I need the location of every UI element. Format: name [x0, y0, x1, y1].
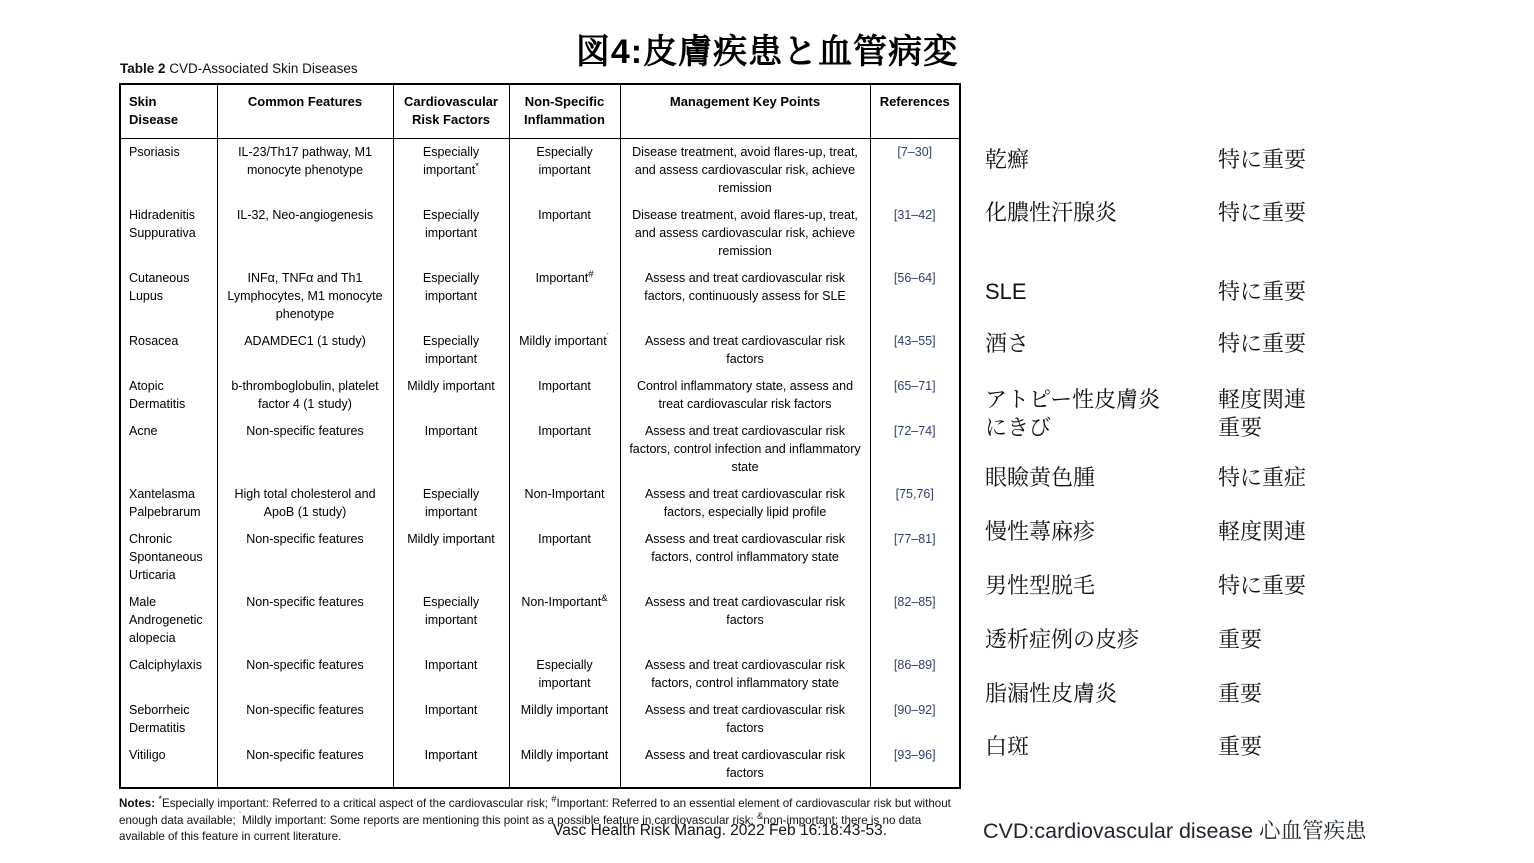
table-row: [120, 526, 960, 589]
cell-risk: [393, 139, 509, 203]
cell-management: Assess and treat cardiovascular risk factors, continuously assess for SLE: [620, 265, 870, 328]
note-marker: ˙: [238, 810, 243, 822]
cell-inflammation: [509, 202, 620, 265]
cell-disease: Acne: [129, 424, 158, 438]
table-row: [120, 418, 960, 481]
annotation-importance-jp: 重要: [1218, 734, 1263, 759]
col-header-common-features: Common Features: [217, 84, 393, 139]
annotation-importance-jp: 特に重要: [1218, 331, 1307, 356]
notes-label: Notes:: [119, 797, 156, 810]
table-row: [120, 265, 960, 328]
risk-text: Especially important: [422, 595, 480, 627]
inflammation-text: Mildly important: [519, 334, 607, 348]
cell-disease: Psoriasis: [129, 145, 180, 159]
annotation-importance-jp: 特に重要: [1218, 147, 1307, 172]
cvd-abbreviation-note: CVD:cardiovascular disease 心血管疾患: [983, 819, 1367, 843]
table-row: [120, 589, 960, 652]
annotation-row: [985, 414, 1262, 442]
inflammation-text: Non-Important: [524, 487, 605, 501]
cell-inflammation: [509, 697, 620, 742]
cell-references: [31–42]: [870, 202, 960, 265]
cell-features: IL-23/Th17 pathway, M1 monocyte phenotype: [217, 139, 393, 203]
cell-inflammation: [509, 139, 620, 203]
col-header-references: References: [870, 84, 960, 139]
cell-risk: [393, 526, 509, 589]
risk-text: Mildly important: [407, 532, 495, 546]
cell-disease: Seborrheic Dermatitis: [129, 703, 190, 735]
cell-features: b-thromboglobulin, platelet factor 4 (1 study): [217, 373, 393, 418]
cell-risk: [393, 652, 509, 697]
risk-text: Especially important: [422, 145, 480, 177]
cell-features: Non-specific features: [217, 742, 393, 788]
annotation-row: [985, 386, 1306, 414]
annotation-importance-jp: 重要: [1218, 681, 1263, 706]
cell-inflammation: [509, 373, 620, 418]
cell-features: ADAMDEC1 (1 study): [217, 328, 393, 373]
note-marker: #: [551, 794, 557, 806]
annotation-row: [985, 572, 1306, 600]
table-row: [120, 328, 960, 373]
annotation-row: [985, 278, 1306, 306]
cell-risk: [393, 418, 509, 481]
inflammation-text: Non-Important: [521, 595, 602, 609]
cell-management: Disease treatment, avoid flares-up, treat, and assess cardiovascular risk, achieve remission: [620, 202, 870, 265]
cell-features: Non-specific features: [217, 418, 393, 481]
risk-text: Mildly important: [407, 379, 495, 393]
annotation-row: [985, 464, 1306, 492]
cell-management: Assess and treat cardiovascular risk factors, control inflammatory state: [620, 526, 870, 589]
cell-risk: [393, 742, 509, 788]
cell-risk: [393, 481, 509, 526]
cell-references: [56–64]: [870, 265, 960, 328]
inflammation-text: Mildly important: [520, 748, 609, 762]
inflammation-text: Especially important: [536, 145, 593, 177]
cell-management: Assess and treat cardiovascular risk factors: [620, 328, 870, 373]
annotation-row: [985, 733, 1262, 761]
cell-risk: [393, 202, 509, 265]
inflammation-text: Important: [538, 424, 591, 438]
cell-features: IL-32, Neo-angiogenesis: [217, 202, 393, 265]
annotation-row: [985, 680, 1262, 708]
cell-disease: Xantelasma Palpebrarum: [129, 487, 201, 519]
annotation-row: [985, 518, 1306, 546]
annotation-disease-jp: アトピー性皮膚炎: [985, 387, 1161, 412]
note-marker: &: [756, 810, 764, 822]
cell-features: Non-specific features: [217, 526, 393, 589]
annotation-disease-jp: 慢性蕁麻疹: [985, 519, 1096, 544]
cell-management: Assess and treat cardiovascular risk factors, control infection and inflammatory state: [620, 418, 870, 481]
journal-citation: Vasc Health Risk Manag. 2022 Feb 16:18:43-53.: [553, 822, 888, 839]
inflammation-text: Important: [535, 271, 589, 285]
table-caption-number: Table 2: [120, 61, 166, 76]
risk-text: Important: [424, 748, 478, 762]
cell-inflammation: [509, 742, 620, 788]
risk-text: Especially important: [422, 334, 480, 366]
annotation-disease-jp: SLE: [985, 279, 1027, 304]
cell-disease: Male Androgenetic alopecia: [129, 595, 203, 645]
cell-references: [90–92]: [870, 697, 960, 742]
annotation-disease-jp: 酒さ: [985, 331, 1030, 356]
annotation-disease-jp: 男性型脱毛: [985, 573, 1096, 598]
annotation-importance-jp: 特に重要: [1218, 573, 1307, 598]
col-header-skin-disease: Skin Disease: [120, 84, 217, 139]
cell-references: [82–85]: [870, 589, 960, 652]
cell-references: [77–81]: [870, 526, 960, 589]
risk-marker: *: [475, 160, 479, 172]
inflammation-text: Important: [538, 379, 591, 393]
annotation-row: [985, 199, 1306, 227]
inflammation-marker: &: [601, 592, 608, 604]
cell-management: Assess and treat cardiovascular risk factors: [620, 589, 870, 652]
annotation-importance-jp: 重要: [1218, 627, 1263, 652]
cell-inflammation: [509, 418, 620, 481]
table-row: [120, 202, 960, 265]
cell-inflammation: [509, 589, 620, 652]
table-row: [120, 697, 960, 742]
cell-references: [43–55]: [870, 328, 960, 373]
cell-features: INFα, TNFα and Th1 Lymphocytes, M1 monocyte phenotype: [217, 265, 393, 328]
annotation-disease-jp: 脂漏性皮膚炎: [985, 681, 1118, 706]
inflammation-text: Important: [538, 532, 591, 546]
table-caption-text: CVD-Associated Skin Diseases: [169, 61, 358, 76]
risk-text: Important: [424, 424, 478, 438]
cell-features: Non-specific features: [217, 652, 393, 697]
inflammation-text: Important: [538, 208, 591, 222]
table-row: [120, 481, 960, 526]
table-row: [120, 373, 960, 418]
cell-risk: [393, 328, 509, 373]
annotation-row: [985, 330, 1306, 358]
inflammation-marker: ˙: [606, 331, 610, 343]
col-header-inflammation: Non-Specific Inflammation: [509, 84, 620, 139]
annotation-importance-jp: 軽度関連: [1218, 519, 1307, 544]
cell-disease: Vitiligo: [129, 748, 166, 762]
note-text: Important: Referred to an essential element of cardiovascular risk but without enough data available;: [119, 797, 951, 827]
annotation-importance-jp: 軽度関連: [1218, 387, 1307, 412]
inflammation-text: Especially important: [536, 658, 593, 690]
risk-text: Important: [424, 658, 478, 672]
cell-inflammation: [509, 652, 620, 697]
cell-features: Non-specific features: [217, 589, 393, 652]
cell-risk: [393, 589, 509, 652]
cell-references: [72–74]: [870, 418, 960, 481]
cell-risk: [393, 265, 509, 328]
col-header-management: Management Key Points: [620, 84, 870, 139]
table-block: [119, 61, 960, 846]
header-row: [120, 84, 960, 139]
cell-disease: Calciphylaxis: [129, 658, 202, 672]
annotation-disease-jp: 乾癬: [985, 147, 1030, 172]
cell-references: [93–96]: [870, 742, 960, 788]
cell-risk: [393, 697, 509, 742]
risk-text: Especially important: [422, 487, 480, 519]
table-caption: [120, 61, 960, 76]
cell-management: Assess and treat cardiovascular risk factors: [620, 742, 870, 788]
cell-management: Assess and treat cardiovascular risk factors: [620, 697, 870, 742]
cell-management: Assess and treat cardiovascular risk factors, especially lipid profile: [620, 481, 870, 526]
cell-management: Disease treatment, avoid flares-up, treat, and assess cardiovascular risk, achieve remission: [620, 139, 870, 203]
risk-text: Especially important: [422, 208, 480, 240]
table-row: [120, 139, 960, 203]
cell-disease: Atopic Dermatitis: [129, 379, 186, 411]
cell-inflammation: [509, 328, 620, 373]
risk-text: Important: [424, 703, 478, 717]
note-text: Especially important: Referred to a critical aspect of the cardiovascular risk;: [162, 797, 552, 810]
risk-text: Especially important: [422, 271, 480, 303]
cell-inflammation: [509, 526, 620, 589]
cell-inflammation: [509, 481, 620, 526]
annotation-row: [985, 146, 1306, 174]
annotation-importance-jp: 特に重要: [1218, 200, 1307, 225]
annotation-disease-jp: にきび: [985, 415, 1052, 440]
cell-management: Control inflammatory state, assess and treat cardiovascular risk factors: [620, 373, 870, 418]
annotation-disease-jp: 眼瞼黄色腫: [985, 465, 1096, 490]
cell-features: High total cholesterol and ApoB (1 study): [217, 481, 393, 526]
cvd-skin-disease-table: [119, 83, 961, 789]
note-text: non-important: there is no data available of this feature in current literature.: [119, 813, 922, 843]
annotation-importance-jp: 特に重要: [1218, 279, 1307, 304]
cell-disease: Hidradenitis Suppurativa: [129, 208, 196, 240]
cell-inflammation: [509, 265, 620, 328]
annotation-importance-jp: 重要: [1218, 415, 1263, 440]
annotation-disease-jp: 透析症例の皮疹: [985, 627, 1140, 652]
cell-features: Non-specific features: [217, 697, 393, 742]
cell-management: Assess and treat cardiovascular risk factors, control inflammatory state: [620, 652, 870, 697]
cell-references: [7–30]: [870, 139, 960, 203]
note-marker: *: [158, 794, 163, 806]
annotation-disease-jp: 化膿性汗腺炎: [985, 200, 1118, 225]
annotation-importance-jp: 特に重症: [1218, 465, 1307, 490]
col-header-risk-factors: Cardiovascular Risk Factors: [393, 84, 509, 139]
table-row: [120, 652, 960, 697]
cell-disease: Cutaneous Lupus: [129, 271, 190, 303]
note-text: Mildly important: Some reports are mentioning this point as a possible feature in cardiovascular risk;: [242, 813, 757, 827]
cell-references: [75,76]: [870, 481, 960, 526]
cell-disease: Chronic Spontaneous Urticaria: [129, 532, 203, 582]
cell-disease: Rosacea: [129, 334, 179, 348]
inflammation-marker: #: [588, 268, 594, 280]
figure-title: 図4:皮膚疾患と血管病変: [575, 33, 959, 71]
table-row: [120, 742, 960, 788]
cell-risk: [393, 373, 509, 418]
annotation-disease-jp: 白斑: [985, 734, 1030, 759]
annotation-row: [985, 626, 1262, 654]
cell-references: [65–71]: [870, 373, 960, 418]
inflammation-text: Mildly important: [520, 703, 609, 717]
cell-references: [86–89]: [870, 652, 960, 697]
